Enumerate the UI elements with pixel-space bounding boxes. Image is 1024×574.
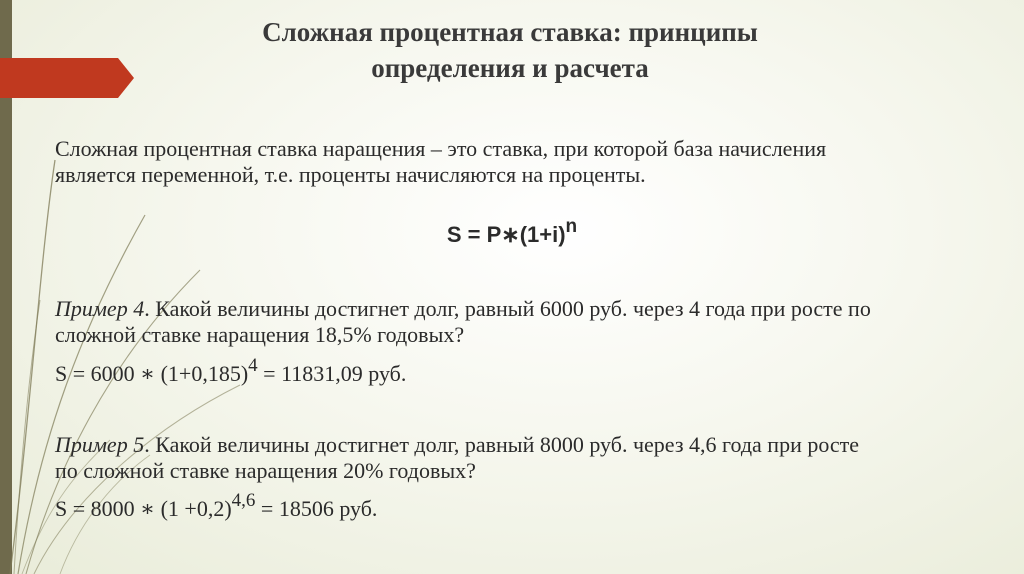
example-4-calc-base: S = 6000 ∗ (1+0,185) bbox=[55, 361, 249, 386]
example-4-calc-result: = 11831,09 руб. bbox=[257, 361, 407, 386]
example-5-calculation bbox=[55, 490, 378, 522]
example-4-calculation bbox=[55, 355, 407, 387]
example-5-line-1 bbox=[55, 432, 1018, 458]
main-formula bbox=[0, 216, 1024, 248]
red-arrow-banner bbox=[0, 58, 134, 98]
example-5-text: . Какой величины достигнет долг, равный 8000 руб. через 4,6 года при росте bbox=[144, 432, 860, 457]
title-line-2: определения и расчета bbox=[371, 53, 649, 83]
definition-line-1: Сложная процентная ставка наращения – это ставка, при которой база начисления bbox=[55, 136, 827, 161]
example-5-label: Пример 5 bbox=[55, 432, 145, 457]
example-4-text: . Какой величины достигнет долг, равный 6000 руб. через 4 года при росте по bbox=[144, 296, 871, 321]
example-5-line-2: по сложной ставке наращения 20% годовых? bbox=[55, 458, 476, 483]
definition-line-2: является переменной, т.е. проценты начисляются на проценты. bbox=[55, 162, 646, 187]
main-formula-exponent: n bbox=[565, 216, 578, 237]
example-4-line-1 bbox=[55, 296, 1018, 322]
example-4-calc-exponent: 4 bbox=[248, 355, 258, 376]
example-5-calc-exponent: 4,6 bbox=[231, 490, 256, 511]
example-4-label: Пример 4 bbox=[55, 296, 145, 321]
main-formula-base: S = P∗(1+i) bbox=[446, 222, 566, 247]
example-5-calc-base: S = 8000 ∗ (1 +0,2) bbox=[55, 496, 232, 521]
slide-title bbox=[160, 14, 860, 86]
example-5-calc-result: = 18506 руб. bbox=[255, 496, 378, 521]
title-line-1: Сложная процентная ставка: принципы bbox=[262, 17, 758, 47]
decorative-grass-lines bbox=[0, 0, 260, 574]
example-4-line-2: сложной ставке наращения 18,5% годовых? bbox=[55, 322, 465, 347]
